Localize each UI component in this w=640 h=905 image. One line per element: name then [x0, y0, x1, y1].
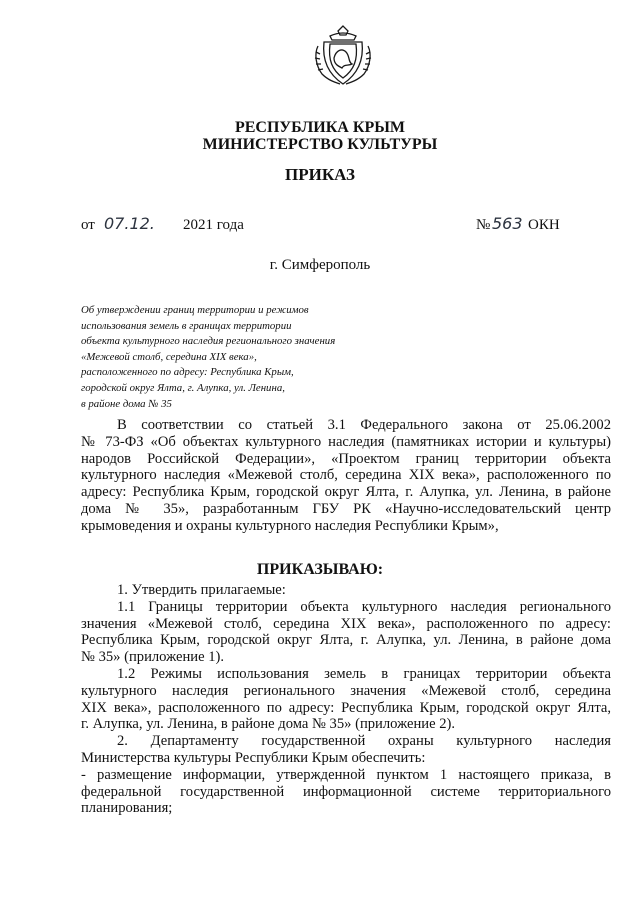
order-line: значения «Межевой столб, середина XIX века», расположенного по адресу: [81, 615, 611, 632]
preamble-line: народов Российской Федерации», «Проектом границ территории объекта [81, 450, 611, 467]
subject-line: использования земель в границах территории [81, 319, 292, 332]
number-prefix: № [476, 217, 491, 233]
preamble-paragraph [81, 417, 611, 535]
subject-line: Об утверждении границ территории и режимов [81, 304, 309, 316]
subject-line: «Межевой столб, середина XIX века», [81, 350, 257, 363]
subject-line: в районе дома № 35 [81, 397, 172, 410]
preamble-line: дома № 35», разработанным ГБУ РК «Научно-исследовательский центр [81, 500, 611, 517]
letterhead [0, 119, 640, 153]
crimea-coat-of-arms-icon [310, 22, 376, 88]
subject-line: объекта культурного наследия регионального значения [81, 335, 336, 348]
order-line: XIX века», расположенного по адресу: Республика Крым, городской округ Ялта, [81, 699, 611, 716]
subject-line: расположенного по адресу: Республика Крым, [81, 366, 294, 379]
handwritten-date: 07.12. [104, 214, 155, 233]
city-line: г. Симферополь [269, 257, 371, 273]
date-year: 2021 года [183, 217, 244, 233]
preamble-line: крымоведения и охраны культурного наследия Республики Крым», [81, 517, 499, 534]
republic-name: РЕСПУБЛИКА КРЫМ [234, 119, 406, 136]
orders-heading: ПРИКАЗЫВАЮ: [256, 561, 384, 578]
order-line: планирования; [81, 800, 173, 817]
order-line: федеральной государственной информационной системе территориального [81, 783, 611, 800]
date-prefix: от [81, 217, 95, 233]
preamble-line: № 73-ФЗ «Об объектах культурного наследия (памятниках истории и культуры) [81, 433, 611, 450]
preamble-line: культурного наследия «Межевой столб, середина XIX века», расположенного по [81, 467, 611, 484]
order-line: Министерства культуры Республики Крым обеспечить: [81, 749, 426, 766]
order-line: г. Алупка, ул. Ленина, в районе дома № 35» (приложение 2). [81, 716, 456, 733]
order-line: 2. Департаменту государственной охраны культурного наследия [117, 733, 611, 750]
subject-line: городской округ Ялта, г. Алупка, ул. Ленина, [81, 381, 285, 394]
order-line: - размещение информации, утвержденной пунктом 1 настоящего приказа, в [81, 766, 611, 783]
order-line: 1. Утвердить прилагаемые: [117, 582, 286, 598]
order-line: 1.2 Режимы использования земель в границах территории объекта [117, 665, 611, 682]
ministry-name: МИНИСТЕРСТВО КУЛЬТУРЫ [202, 136, 438, 153]
document-type-title: ПРИКАЗ [285, 165, 355, 184]
order-line: 1.1 Границы территории объекта культурного наследия регионального [117, 598, 611, 615]
order-line: Республика Крым, городской округ Ялта, г. Алупка, ул. Ленина, в районе дома [81, 632, 611, 649]
preamble-line: В соответствии со статьей 3.1 Федерального закона от 25.06.2002 [117, 417, 611, 433]
handwritten-number: 563 [492, 214, 523, 233]
number-suffix: ОКН [528, 217, 560, 233]
subject-block [81, 303, 381, 412]
preamble-line: адресу: Республика Крым, городской округ Ялта, г. Алупка, ул. Ленина, в районе [81, 484, 611, 501]
order-line: № 35» (приложение 1). [81, 649, 225, 666]
order-line: культурного наследия регионального значения «Межевой столб, середина [81, 682, 611, 699]
orders-section [81, 582, 611, 817]
